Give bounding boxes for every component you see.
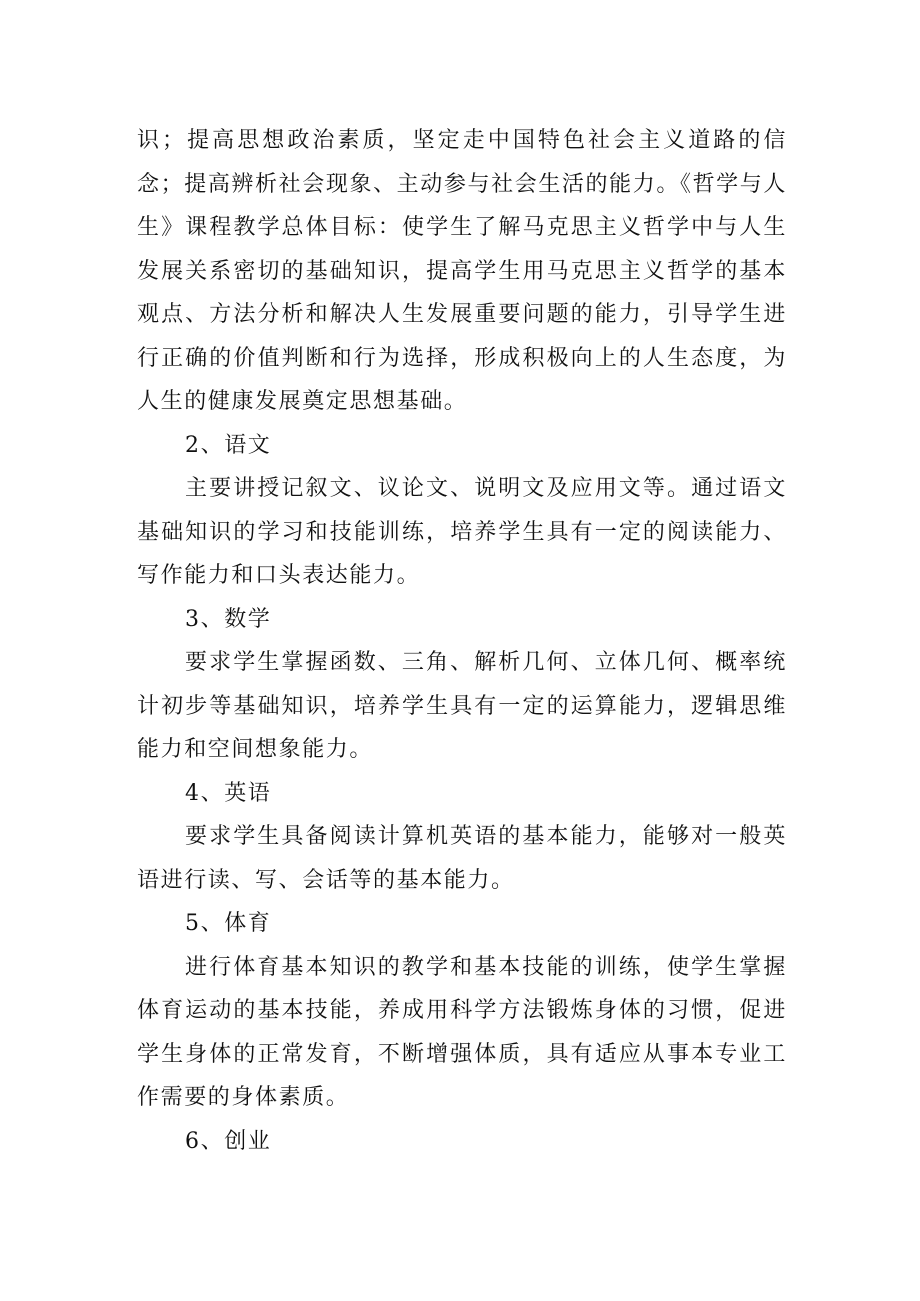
section-body-english: 要求学生具备阅读计算机英语的基本能力，能够对一般英语进行读、写、会话等的基本能力。 [137, 824, 787, 893]
section-body-chinese: 主要讲授记叙文、议论文、说明文及应用文等。通过语文基础知识的学习和技能训练，培养学生具有一定的阅读能力、写作能力和口头表达能力。 [137, 476, 787, 588]
section-heading-pe: 5、体育 [185, 911, 272, 936]
section-body-pe: 进行体育基本知识的教学和基本技能的训练，使学生掌握体育运动的基本技能，养成用科学方法锻炼身体的习惯，促进学生身体的正常发育，不断增强体质，具有适应从事本专业工作需要的身体素质。 [137, 954, 787, 1110]
section-heading-chinese: 2、语文 [185, 432, 272, 458]
intro-paragraph: 识；提高思想政治素质，坚定走中国特色社会主义道路的信念；提高辨析社会现象、主动参与社会生活的能力。《哲学与人生》课程教学总体目标：使学生了解马克思主义哲学中与人生发展关系密切的基础知识，提高学生用马克思主义哲学的基本观点、方法分析和解决人生发展重要问题的能力，引导学生进行正确的价值判断和行为选择，形成积极向上的人生态度，为人生的健康发展奠定思想基础。 [137, 128, 787, 414]
document-body [137, 119, 787, 1163]
section-body-math: 要求学生掌握函数、三角、解析几何、立体几何、概率统计初步等基础知识，培养学生具有一定的运算能力，逻辑思维能力和空间想象能力。 [137, 650, 787, 762]
section-heading-math: 3、数学 [185, 606, 272, 632]
section-heading-english: 4、英语 [185, 780, 272, 806]
section-heading-entrepreneurship: 6、创业 [185, 1128, 272, 1154]
